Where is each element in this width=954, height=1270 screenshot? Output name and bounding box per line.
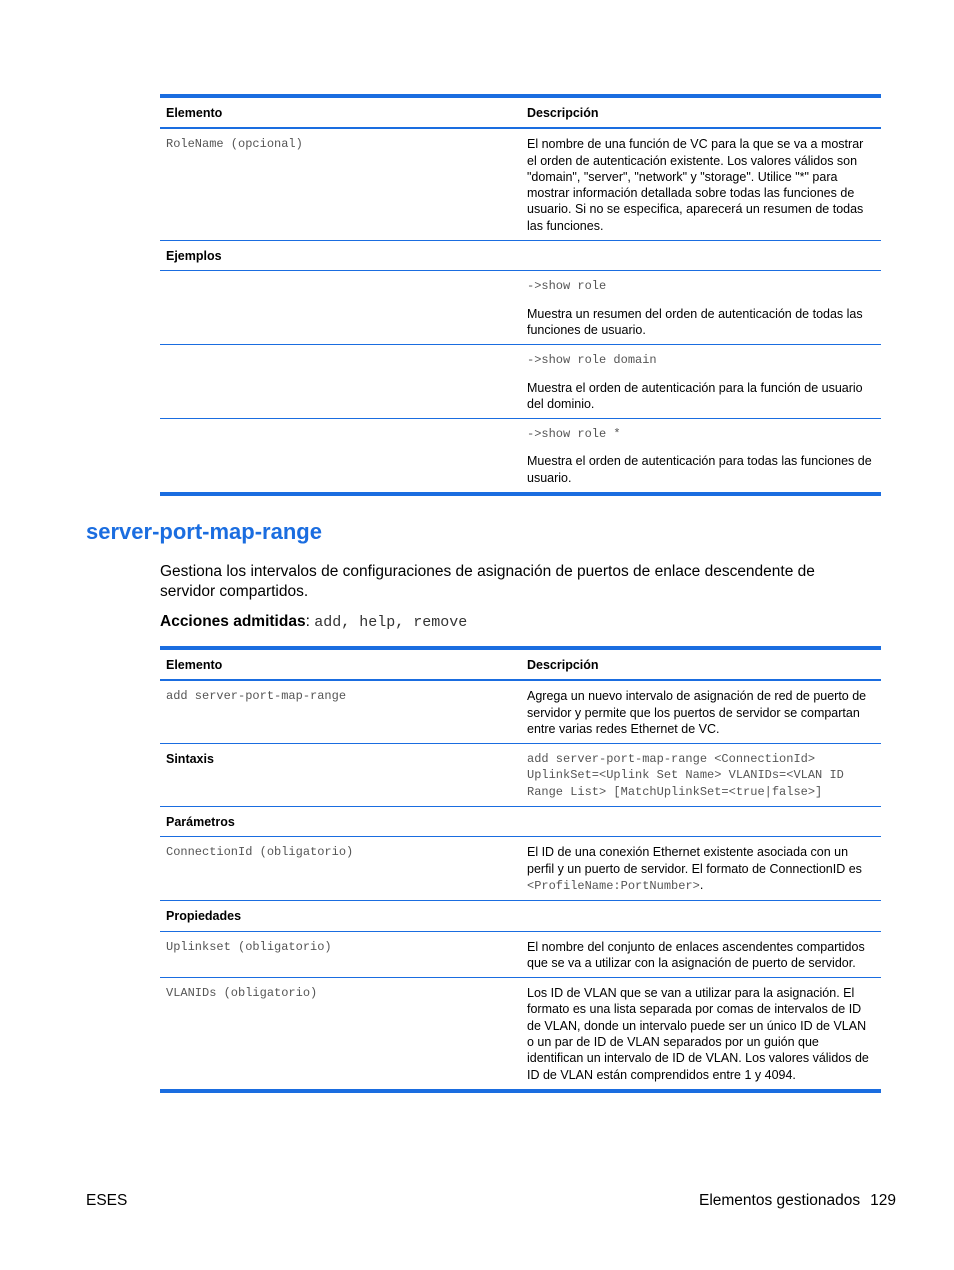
connectionid-format: <ProfileName:PortNumber> — [527, 878, 700, 893]
connectionid-format-end: . — [699, 877, 704, 892]
props-label: Propiedades — [166, 909, 242, 924]
table-row — [160, 128, 881, 240]
example-row — [160, 271, 881, 345]
rolename-description: El nombre de una función de VC para la que se va a mostrar el orden de autenticación existente. Los valores válidos son "domain", "server", "network" y "storage". Utilice "*" para mostrar información detallada sobre todas las funciones de usuario. Si no se especifica, aparecerá un resumen de todas las funciones. — [527, 137, 864, 233]
table-row — [160, 978, 881, 1091]
example-description: Muestra el orden de autenticación para la función de usuario del dominio. — [527, 380, 863, 411]
example-description: Muestra el orden de autenticación para todas las funciones de usuario. — [527, 454, 872, 485]
table-row — [160, 901, 881, 931]
header-elemento: Elemento — [166, 658, 223, 672]
server-port-map-range-table — [160, 646, 881, 1093]
actions-separator: : — [305, 613, 315, 630]
command-element: add server-port-map-range — [166, 689, 347, 704]
table-row — [160, 807, 881, 837]
table-header-row — [160, 648, 881, 680]
footer-chapter: Elementos gestionados — [698, 1192, 861, 1209]
syntax-value: add server-port-map-range <ConnectionId> UplinkSet=<Uplink Set Name> VLANIDs=<VLAN ID Range List> [MatchUplinkSet=<true|false>] — [527, 752, 844, 799]
rolename-element: RoleName (opcional) — [166, 137, 303, 152]
section-intro: Gestiona los intervalos de configuraciones de asignación de puertos de enlace descendente de servidor compartidos. — [160, 563, 815, 600]
examples-label: Ejemplos — [166, 249, 222, 264]
table-row — [160, 931, 881, 978]
vlanids-description: Los ID de VLAN que se van a utilizar para la asignación. El formato es una lista separada por comas de intervalos de ID de VLAN, donde un intervalo puede ser un único ID de VLAN o un par de ID de VLAN separados por un guión que identifican un intervalo de ID de VLAN. Los valores válidos de ID de VLAN están comprendidos entre 1 y 4094. — [527, 986, 869, 1082]
section-title: server-port-map-range — [86, 519, 322, 544]
actions-label: Acciones admitidas — [160, 613, 306, 630]
table-header-row — [160, 96, 881, 128]
table-row — [160, 837, 881, 901]
syntax-label: Sintaxis — [166, 752, 214, 767]
table-row — [160, 744, 881, 807]
table-row — [160, 680, 881, 743]
example-description: Muestra un resumen del orden de autenticación de todas las funciones de usuario. — [527, 306, 863, 337]
command-description: Agrega un nuevo intervalo de asignación de red de puerto de servidor y permite que los puertos de servidor se compartan entre varias redes Ethernet de VC. — [527, 689, 867, 736]
header-elemento: Elemento — [166, 106, 223, 120]
footer-section — [699, 1192, 896, 1210]
example-command: ->show role — [527, 279, 607, 294]
connectionid-description: El ID de una conexión Ethernet existente asociada con un perfil y un puerto de servidor. El formato de ConnectionID es — [527, 845, 862, 876]
example-row — [160, 419, 881, 494]
footer-locale: ESES — [86, 1192, 128, 1209]
connectionid-element: ConnectionId (obligatorio) — [166, 845, 354, 860]
uplinkset-description: El nombre del conjunto de enlaces ascendentes compartidos que se va a utilizar con la asignación de puerto de servidor. — [527, 939, 865, 970]
example-row — [160, 345, 881, 419]
actions-values: add, help, remove — [314, 614, 468, 631]
vlanids-element: VLANIDs (obligatorio) — [166, 986, 318, 1001]
example-command: ->show role domain — [527, 353, 657, 368]
uplinkset-element: Uplinkset (obligatorio) — [166, 939, 332, 954]
header-descripcion: Descripción — [527, 106, 599, 120]
params-label: Parámetros — [166, 815, 235, 830]
role-table — [160, 94, 881, 496]
table-row — [160, 241, 881, 271]
page-number: 129 — [870, 1192, 896, 1209]
supported-actions — [160, 612, 467, 633]
example-command: ->show role * — [527, 427, 621, 442]
header-descripcion: Descripción — [527, 658, 599, 672]
